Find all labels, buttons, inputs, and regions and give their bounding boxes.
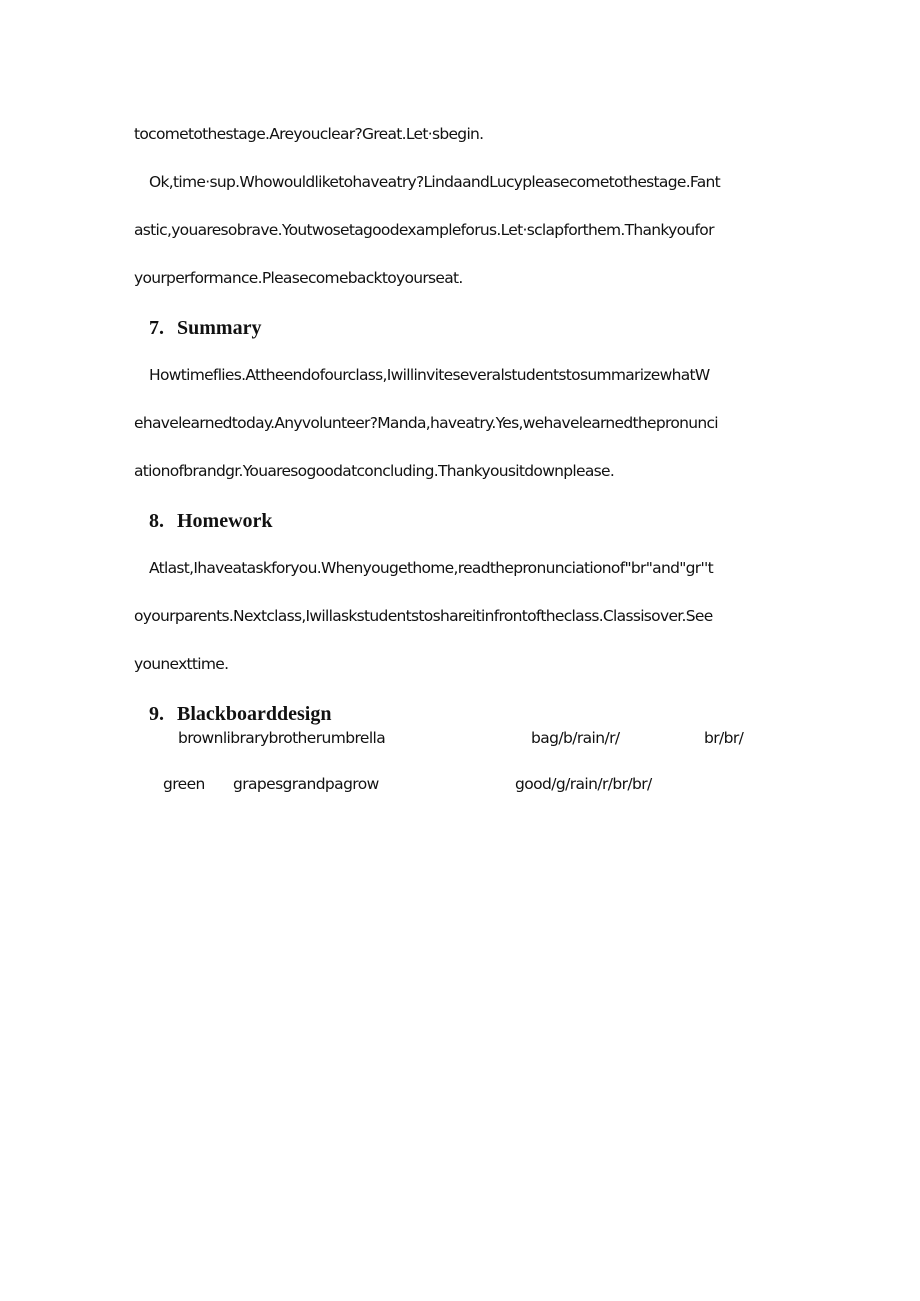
text-line: tocometothestage.Areyouclear?Great.Let·sbegin. bbox=[134, 125, 484, 143]
text-line: Ok,time·sup.Whowouldliketohaveatry?LindaandLucypleasecometothestage.Fant bbox=[149, 173, 721, 191]
section-title: Blackboarddesign bbox=[177, 703, 332, 725]
text-line: yourperformance.Pleasecomebacktoyourseat. bbox=[134, 269, 463, 287]
section-number: 7. bbox=[149, 317, 164, 339]
section-number: 8. bbox=[149, 510, 164, 532]
section-title: Homework bbox=[177, 510, 273, 532]
blackboard-word: green bbox=[163, 775, 205, 793]
section-heading-summary bbox=[149, 316, 261, 340]
text-line: ationofbrandgr.Youaresogoodatconcluding.Thankyousitdownplease. bbox=[134, 462, 615, 480]
section-title: Summary bbox=[177, 317, 262, 339]
section-heading-homework bbox=[149, 509, 273, 533]
text-line: astic,youaresobrave.Youtwosetagoodexampleforus.Let·sclapforthem.Thankyoufor bbox=[134, 221, 714, 239]
blackboard-words: grapesgrandpagrow bbox=[233, 775, 379, 793]
text-line: Howtimeflies.Attheendofourclass,IwillinviteseveralstudentstosummarizewhatW bbox=[149, 366, 710, 384]
text-line: Atlast,Ihaveataskforyou.Whenyougethome,readthepronunciationof"br"and"gr''t bbox=[149, 559, 713, 577]
blackboard-blend: br/br/ bbox=[704, 729, 744, 747]
blackboard-sounds: good/g/rain/r/br/br/ bbox=[515, 775, 652, 793]
blackboard-words: brownlibrarybrotherumbrella bbox=[178, 729, 386, 747]
blackboard-sounds: bag/b/rain/r/ bbox=[531, 729, 620, 747]
text-line: younexttime. bbox=[134, 655, 229, 673]
text-line: oyourparents.Nextclass,Iwillaskstudentstoshareitinfrontoftheclass.Classisover.See bbox=[134, 607, 713, 625]
section-number: 9. bbox=[149, 703, 164, 725]
section-heading-blackboard bbox=[149, 702, 331, 726]
text-line: ehavelearnedtoday.Anyvolunteer?Manda,haveatry.Yes,wehavelearnedthepronunci bbox=[134, 414, 718, 432]
